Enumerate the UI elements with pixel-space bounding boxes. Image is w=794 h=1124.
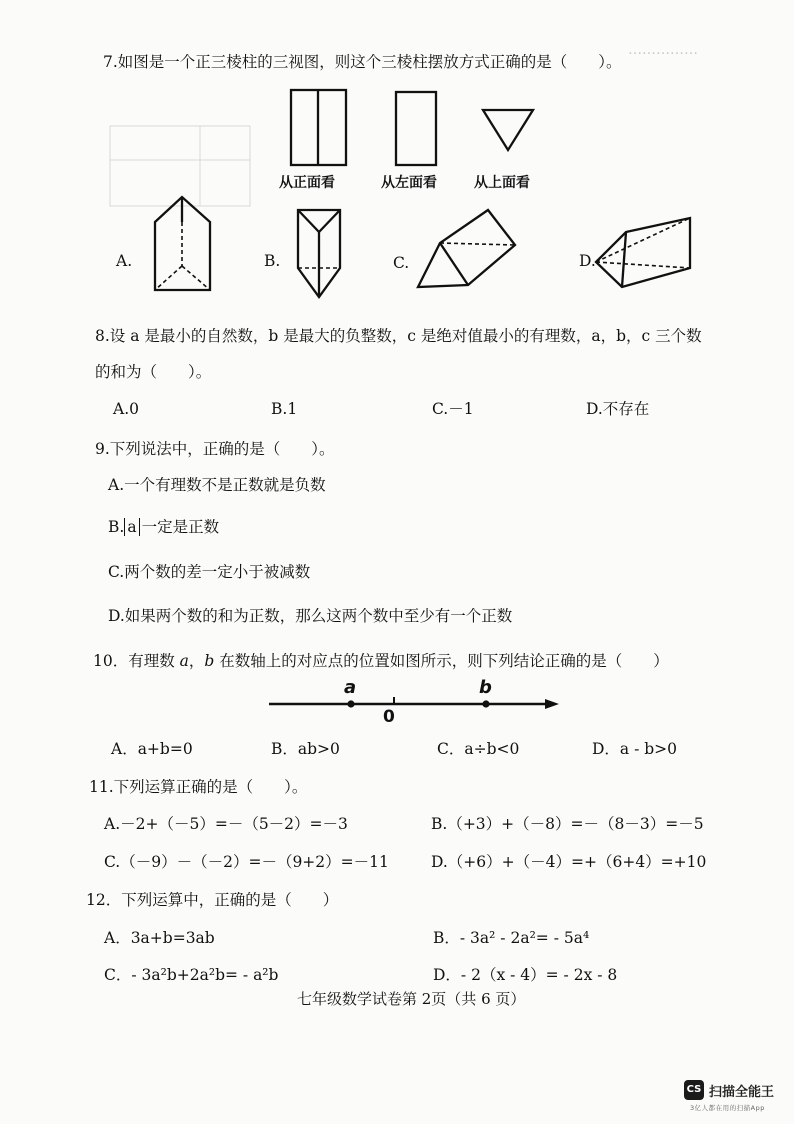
q8-option-a: A.0 (113, 400, 139, 418)
q10-stem-rest: 在数轴上的对应点的位置如图所示，则下列结论正确的是（ ） (214, 652, 669, 670)
q10-option-a: A．a+b=0 (111, 740, 193, 758)
q11-option-a: A.－2+（－5）=－（5－2）=－3 (104, 815, 348, 833)
q10-stem-sep: ， (188, 652, 205, 670)
arrow-head (545, 699, 559, 709)
q9-option-a: A.一个有理数不是正数就是负数 (108, 476, 326, 494)
q12-stem: 12．下列运算中，正确的是（ ） (86, 891, 339, 909)
q9-option-c: C.两个数的差一定小于被减数 (108, 563, 311, 581)
view-label-top: 从上面看 (474, 175, 530, 191)
point-a (347, 700, 354, 707)
q11-option-b: B.（+3）+（－8）=－（8－3）=－5 (431, 815, 704, 833)
q8-stem-line2: 的和为（ ）。 (95, 363, 212, 381)
abs-value-var: a (127, 518, 137, 536)
q11-option-d: D.（+6）+（－4）=+（6+4）=+10 (431, 853, 707, 871)
camscanner-tagline: 3亿人都在用的扫描App (690, 1104, 765, 1112)
q10-option-b: B．ab>0 (271, 740, 340, 758)
view-label-front: 从正面看 (279, 175, 335, 191)
top-view-shape (483, 110, 533, 150)
q10-stem-var-b: b (204, 652, 215, 670)
point-b (482, 700, 489, 707)
q10-option-c: C．a÷b<0 (437, 740, 520, 758)
prism-d (596, 218, 690, 287)
q12-option-a: A．3a+b=3ab (104, 929, 215, 947)
axis-label-zero: 0 (383, 707, 395, 727)
bleed-through-text: …………… (628, 42, 698, 58)
page-footer: 七年级数学试卷第 2页（共 6 页） (297, 990, 526, 1008)
number-line (0, 680, 794, 740)
q7-option-a: A. (116, 252, 133, 270)
q12-option-d: D．- 2（x - 4）= - 2x - 8 (433, 966, 618, 984)
q7-stem: 7.如图是一个正三棱柱的三视图，则这个三棱柱摆放方式正确的是（ ）。 (103, 53, 622, 71)
view-label-left: 从左面看 (381, 175, 437, 191)
bleed-through-grid (110, 126, 250, 206)
q8-option-c: C.－1 (432, 400, 474, 418)
q8-option-d: D.不存在 (586, 400, 650, 418)
camscanner-logo-icon: CS (684, 1080, 704, 1100)
q11-stem: 11.下列运算正确的是（ ）。 (89, 778, 308, 796)
abs-value-a (124, 518, 139, 536)
camscanner-brand-name: 扫描全能王 (709, 1085, 775, 1100)
prism-c (418, 210, 515, 287)
q11-option-c: C.（－9）－（－2）=－（9+2）=－11 (104, 853, 389, 871)
q10-stem-num: 10．有理数 (93, 652, 180, 670)
q9-option-b-letter: B. (108, 518, 125, 536)
q10-stem (93, 652, 669, 671)
q7-option-c: C. (393, 254, 410, 272)
q8-option-b: B.1 (271, 400, 298, 418)
q10-stem-var-a: a (179, 652, 189, 670)
q7-option-b: B. (264, 252, 281, 270)
axis-label-b: b (479, 677, 492, 698)
q9-stem: 9.下列说法中，正确的是（ ）。 (95, 440, 335, 458)
q7-option-d: D. (579, 252, 596, 270)
q12-option-c: C．- 3a²b+2a²b= - a²b (104, 966, 279, 984)
q9-option-b (108, 518, 219, 537)
q12-option-b: B．- 3a² - 2a²= - 5a⁴ (433, 929, 590, 947)
q10-option-d: D．a - b>0 (592, 740, 678, 758)
q8-stem-line1: 8.设 a 是最小的自然数，b 是最大的负整数，c 是绝对值最小的有理数，a，b，c 三个数 (95, 327, 702, 345)
left-view-shape (396, 92, 436, 165)
q9-option-d: D.如果两个数的和为正数，那么这两个数中至少有一个正数 (108, 607, 513, 625)
prism-b (298, 210, 340, 297)
axis-label-a: a (344, 677, 357, 698)
q9-option-b-text: 一定是正数 (141, 518, 220, 536)
